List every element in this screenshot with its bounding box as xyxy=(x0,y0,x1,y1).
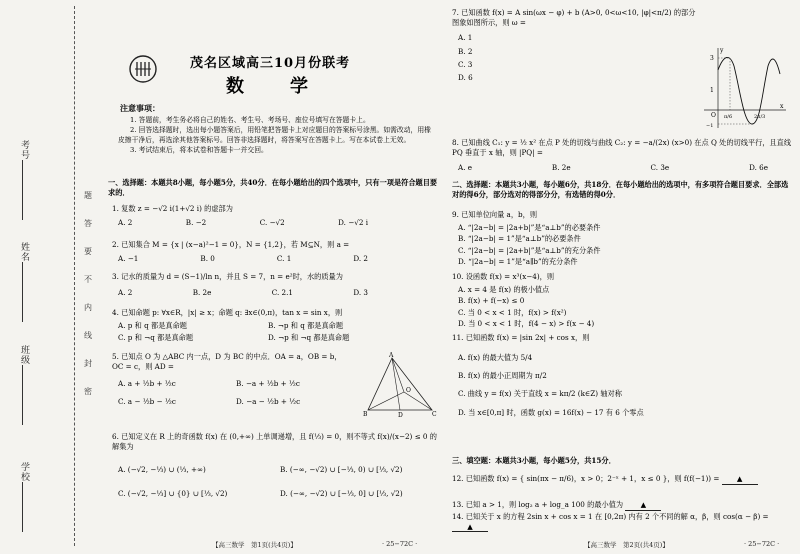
answer-blank[interactable]: ▲ xyxy=(625,500,661,511)
school-label: 学校 xyxy=(19,462,29,482)
notice-item: 3. 考试结束后，将本试卷和答题卡一并交回。 xyxy=(130,145,268,154)
question-11: 11. 已知函数 f(x) = |sin 2x| + cos x，则 A. f(x) 的最大值为 5/4 B. f(x) 的最小正周期为 π/2 C. 曲线 y = f(x) 关于直线 x = kπ/2 (k∈Z) 轴对称 D. 当 x∈[0,π] 时，函数 g(x) = 16f(x) − 17 有 6 个零点 xyxy=(452,333,644,417)
graph-label-origin: O xyxy=(711,112,716,119)
footer-left-code: · 25−72C · xyxy=(382,540,418,548)
answer-blank[interactable]: ▲ xyxy=(452,522,488,533)
label-O: O xyxy=(406,387,411,394)
question-5: 5. 已知点 O 为 △ABC 内一点，D 为 BC 的中点．OA = a，OB = b，OC = c，则 AD = A. a + ½b + ½c B. −a + ½b + ½c C. a − ½b − ½c D. −a − ½b + ½c xyxy=(112,352,342,407)
sine-graph xyxy=(700,44,788,130)
notice-heading: 注意事项： xyxy=(120,103,160,113)
section-1-heading: 一、选择题：本题共8小题，每小题5分，共40分．在每小题给出的四个选项中，只有一项是符合题目要求的． xyxy=(108,178,438,197)
question-13: 13. 已知 a > 1，则 log₂ a + log_a 100 的最小值为 ▲ xyxy=(452,500,792,511)
graph-label-x: x xyxy=(780,103,784,110)
graph-label-y: y xyxy=(720,47,724,54)
seal-char: 题 xyxy=(84,191,92,200)
label-A: A xyxy=(389,352,394,359)
graph-label-pi6: π/6 xyxy=(724,114,733,120)
question-4: 4. 已知命题 p: ∀x∈R，|x| ≥ x；命题 q: ∃x∈(0,π)，tan x = sin x，则 A. p 和 q 都是真命题 B. ¬p 和 q 都是真命题 C. p 和 ¬q 都是真命题 D. ¬p 和 ¬q 都是真命题 xyxy=(112,308,350,343)
triangle-figure xyxy=(362,352,438,418)
graph-label-1: 1 xyxy=(710,87,714,94)
graph-label-2pi3: 2π/3 xyxy=(754,114,766,120)
exam-no-label: 考号 xyxy=(19,140,29,160)
notice-item: 1. 答题前，考生务必将自己的姓名、考生号、考场号、座位号填写在答题卡上。 xyxy=(130,116,370,124)
seal-char: 内 xyxy=(84,303,92,312)
exam-logo-icon xyxy=(128,54,158,84)
footer-right-tag: 【高三数学 第2页(共4页)】 xyxy=(584,541,669,549)
label-B: B xyxy=(363,411,368,418)
subject-title: 数 学 xyxy=(226,76,322,97)
binding-margin xyxy=(0,0,96,554)
question-7: 7. 已知函数 f(x) = A sin(ωx − φ) + b (A>0, 0<ω<10, |φ|<π/2) 的部分图象如图所示，则 ω = A. 1 B. 2 C. 3 D. 6 xyxy=(452,8,696,83)
name-label: 姓名 xyxy=(19,242,29,262)
seal-char: 封 xyxy=(84,359,92,368)
section-2-heading: 二、选择题：本题共3小题，每小题6分，共18分．在每小题给出的选项中，有多项符合题目要求．全部选对的得6分，部分选对的得部分分，有选错的得0分． xyxy=(452,180,789,199)
answer-blank[interactable]: ▲ xyxy=(722,474,758,485)
class-label: 班级 xyxy=(19,345,29,365)
seal-line xyxy=(74,6,75,546)
seal-char: 答 xyxy=(84,219,92,228)
question-9: 9. 已知单位向量 a，b，则 A. “|2a−b| = |2a+b|”是“a⊥b”的必要条件 B. “|2a−b| = 1”是“a⊥b”的必要条件 C. “|2a−b| = |2a+b|”是“a⊥b”的充分条件 D. “|2a−b| = 1”是“a∥b”的充分条件 xyxy=(452,210,601,267)
footer-right-code: · 25−72C · xyxy=(744,540,780,548)
question-8: 8. 已知曲线 C₁: y = ½ x² 在点 P 处的切线与曲线 C₂: y = −a/(2x) (x>0) 在点 Q 处的切线平行，且直线 PQ 垂直于 x 轴，则 |PQ| = A. e B. 2e C. 3e D. 6e xyxy=(452,138,792,173)
question-6: 6. 已知定义在 R 上的奇函数 f(x) 在 (0,+∞) 上单调递增，且 f(⅓) = 0，则不等式 f(x)/(x−2) ≤ 0 的解集为 A. (−√2, −⅓) ∪ (⅓, +∞) B. (−∞, −√2) ∪ [−⅓, 0) ∪ [⅓, √2) C. (−√2, −⅓] ∪ {0} ∪ [⅓, √2) D. (−∞, −√2) ∪ [−⅓, 0] ∪ [⅓, √2) xyxy=(112,432,437,499)
question-10: 10. 设函数 f(x) = x³(x−4)，则 A. x = 4 是 f(x) 的极小值点 B. f(x) + f(−x) ≤ 0 C. 当 0 < x < 1 时，f(x) > f(x²) D. 当 0 < x < 1 时，f(4 − x) > f(x − 4) xyxy=(452,272,595,329)
label-C: C xyxy=(432,411,437,418)
question-12: 12. 已知函数 f(x) = { sin(πx − π/6)，x > 0；2⁻ˣ + 1，x ≤ 0 }，则 f(f(−1)) = ▲ xyxy=(452,474,792,485)
seal-char: 线 xyxy=(84,331,92,340)
label-D: D xyxy=(398,412,403,418)
question-3: 3. 记水的质量为 d = (S−1)/ln n，并且 S = 7，n = e²时，水的质量为 A. 2 B. 2e C. 2.1 D. 3 xyxy=(112,272,368,297)
question-14: 14. 已知关于 x 的方程 2sin x + cos x = 1 在 [0,2π) 内有 2 个不同的解 α，β，则 cos(α − β) = ▲ xyxy=(452,512,769,531)
graph-label-3: 3 xyxy=(710,55,714,62)
footer-left-tag: 【高三数学 第1页(共4页)】 xyxy=(212,541,297,549)
exam-title: 茂名区域高三10月份联考 xyxy=(190,56,351,71)
question-1: 1. 复数 z = −√2 i(1+√2 i) 的虚部为 A. 2 B. −2 C. −√2 D. −√2 i xyxy=(112,204,368,227)
question-2: 2. 已知集合 M = {x | (x−a)²−1 = 0}，N = {1,2}，若 M⊆N，则 a = A. −1 B. 0 C. 1 D. 2 xyxy=(112,240,368,263)
section-3-heading: 三、填空题：本题共3小题，每小题5分，共15分． xyxy=(452,456,616,465)
seal-char: 密 xyxy=(84,387,92,396)
notice-body xyxy=(118,116,436,155)
notice-item: 2. 回答选择题时，选出每小题答案后，用铅笔把答题卡上对应题目的答案标号涂黑。如需改动，用橡皮擦干净后，再选涂其他答案标号。回答非选择题时，将答案写在答题卡上。写在本试卷上无效。 xyxy=(118,125,431,144)
graph-label-neg1: −1 xyxy=(706,123,714,129)
seal-char: 要 xyxy=(84,247,92,256)
seal-char: 不 xyxy=(84,275,92,284)
